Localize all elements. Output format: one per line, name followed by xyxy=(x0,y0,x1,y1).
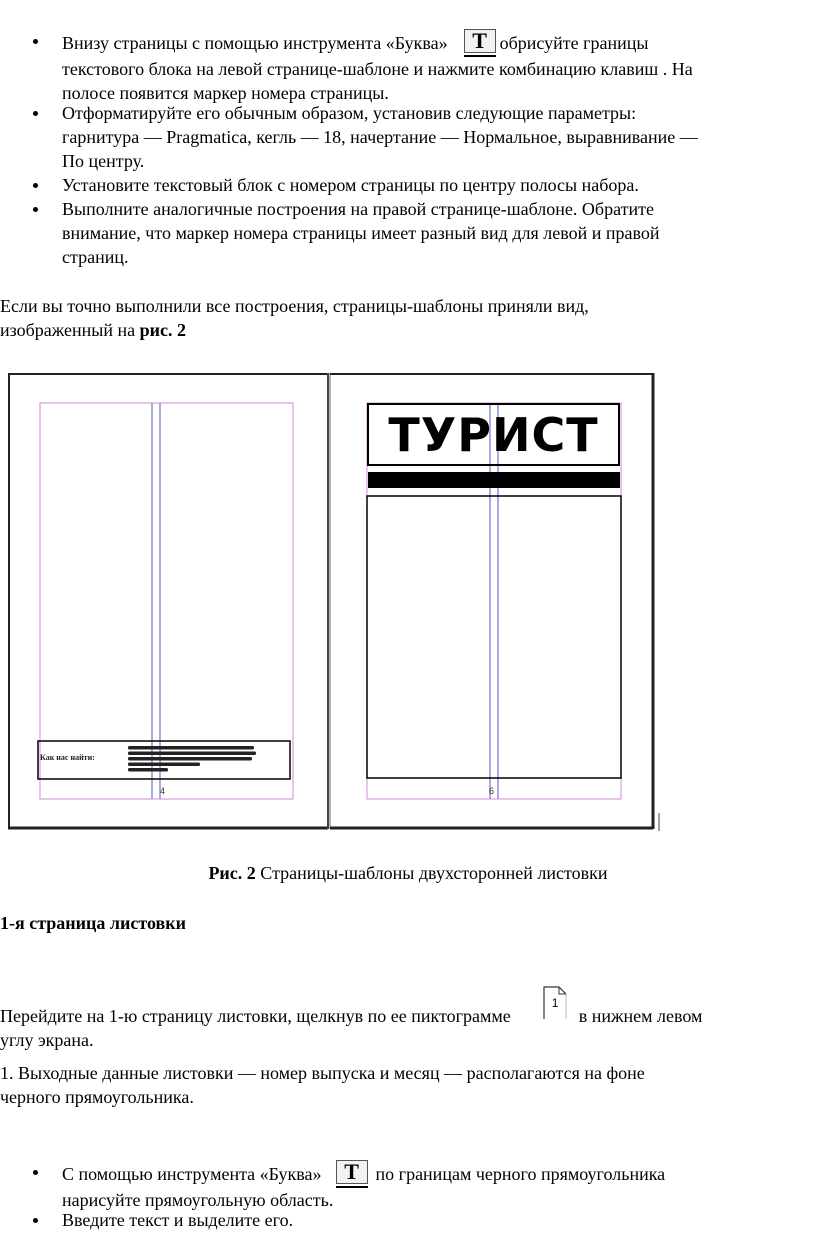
caption-label: Рис. 2 xyxy=(208,863,256,883)
contact-text-placeholder xyxy=(128,746,256,772)
caption-text: Страницы-шаблоны двухсторонней листовки xyxy=(255,863,608,883)
navigation-paragraph xyxy=(0,986,702,1052)
item-text: гарнитура — Pragmatica, кегль — 18, начертание — Нормальное, выравнивание — xyxy=(62,127,698,147)
list-item xyxy=(0,101,698,173)
item-text: полосе появится маркер номера страницы. xyxy=(62,83,389,103)
page-icon-label: 1 xyxy=(551,996,559,1010)
paragraph-text: 1. Выходные данные листовки — номер выпуска и месяц — располагаются на фоне xyxy=(0,1063,645,1083)
item-text: внимание, что маркер номера страницы имеет разный вид для левой и правой xyxy=(62,223,660,243)
list-item xyxy=(0,1208,665,1232)
paragraph-text: углу экрана. xyxy=(0,1030,94,1050)
list-item xyxy=(0,1160,665,1208)
page-icon xyxy=(543,986,567,1020)
item-text: Введите текст и выделите его. xyxy=(62,1210,294,1230)
list-item xyxy=(0,197,698,269)
paragraph-text: в нижнем левом xyxy=(578,1006,703,1026)
item-text: текстового блока на левой странице-шаблоне и нажмите комбинацию клавиш . На xyxy=(62,59,693,79)
output-data-paragraph xyxy=(0,1061,645,1109)
item-text: нарисуйте прямоугольную область. xyxy=(62,1190,334,1210)
figure-caption xyxy=(0,861,816,885)
section-heading: 1-я страница листовки xyxy=(0,913,186,933)
text-tool-icon: T xyxy=(464,29,496,57)
paragraph-text: черного прямоугольника. xyxy=(0,1087,194,1107)
item-text: Отформатируйте его обычным образом, установив следующие параметры: xyxy=(62,103,637,123)
intro-paragraph xyxy=(0,294,589,342)
intro-line: изображенный на xyxy=(0,320,140,340)
item-text: С помощью инструмента «Буква» xyxy=(62,1164,322,1184)
item-text: Выполните аналогичные построения на правой странице-шаблоне. Обратите xyxy=(62,199,654,219)
right-page-number-marker: 6 xyxy=(489,786,495,796)
intro-line: Если вы точно выполнили все построения, страницы-шаблоны приняли вид, xyxy=(0,296,589,316)
text-tool-icon: T xyxy=(336,1160,368,1188)
instruction-list-2 xyxy=(0,1160,665,1232)
instruction-list-1 xyxy=(0,29,698,269)
item-text: Установите текстовый блок с номером страницы по центру полосы набора. xyxy=(62,175,639,195)
figure-reference: рис. 2 xyxy=(139,320,186,340)
item-text: По центру. xyxy=(62,151,145,171)
master-pages-figure xyxy=(8,373,660,831)
left-page-number-marker: 4 xyxy=(160,786,166,796)
list-item xyxy=(0,173,698,197)
item-text: по границам черного прямоугольника xyxy=(375,1164,666,1184)
list-item xyxy=(0,29,698,101)
contact-label: Как нас найти: xyxy=(40,753,95,762)
paragraph-text: Перейдите на 1-ю страницу листовки, щелкнув по ее пиктограмме xyxy=(0,1006,511,1026)
newsletter-title: ТУРИСТ xyxy=(388,408,599,462)
item-text: обрисуйте границы xyxy=(499,33,649,53)
item-text: страниц. xyxy=(62,247,129,267)
item-text: Внизу страницы с помощью инструмента «Буква» xyxy=(62,33,448,53)
